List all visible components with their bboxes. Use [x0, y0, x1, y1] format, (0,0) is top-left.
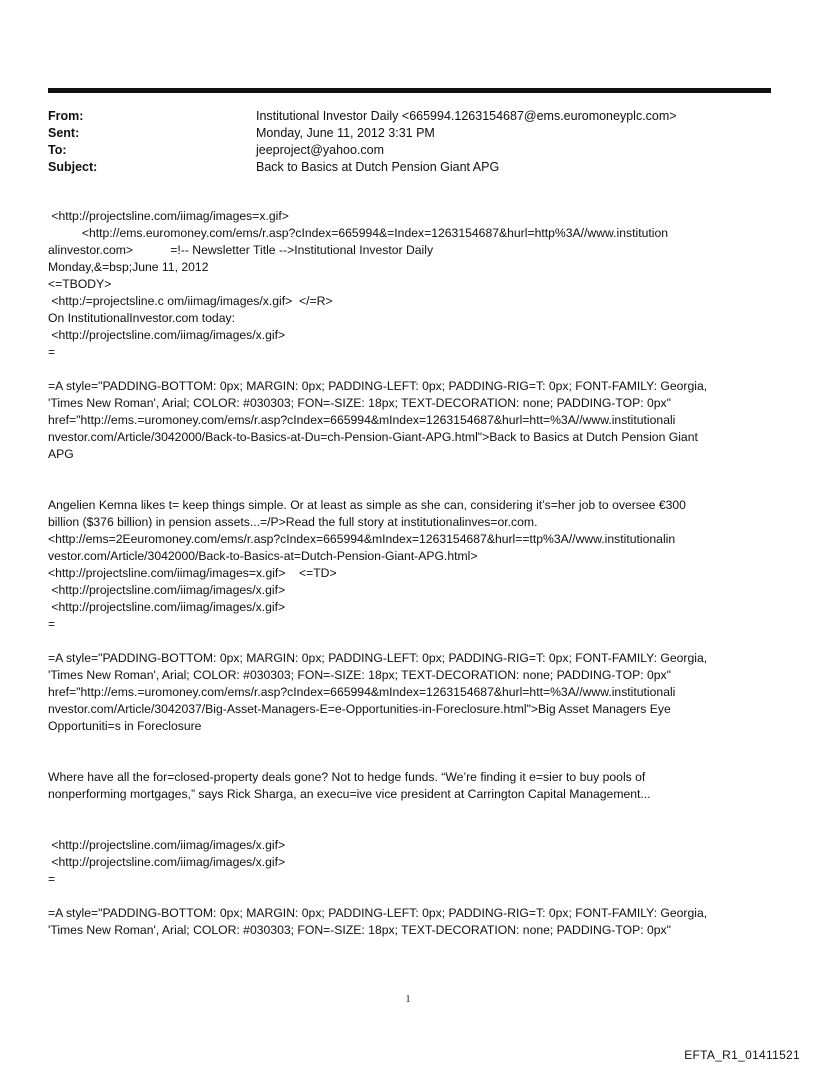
body-line: nvestor.com/Article/3042000/Back-to-Basics-at-Du=ch-Pension-Giant-APG.html">Back to Basics at Dutch Pension Giant — [48, 430, 698, 444]
body-line: 'Times New Roman', Arial; COLOR: #030303; FON=-SIZE: 18px; TEXT-DECORATION: none; PADDING-TOP: 0px" — [48, 668, 671, 682]
email-header — [48, 108, 778, 176]
body-line: <http://projectsline.com/iimag/images/x.gif> — [48, 600, 286, 614]
body-line: = — [48, 617, 56, 631]
body-line: 'Times New Roman', Arial; COLOR: #030303; FON=-SIZE: 18px; TEXT-DECORATION: none; PADDING-TOP: 0px" — [48, 396, 671, 410]
body-line: <http://ems.euromoney.com/ems/r.asp?cIndex=665994&=Index=1263154687&hurl=http%3A//www.institution — [48, 226, 669, 240]
blank-line — [48, 463, 772, 497]
body-line: APG — [48, 447, 74, 461]
subject-value: Back to Basics at Dutch Pension Giant APG — [256, 160, 500, 174]
sent-label: Sent: — [48, 126, 80, 140]
blank-line — [48, 361, 772, 378]
sent-row — [48, 125, 778, 142]
body-line: billion ($376 billion) in pension assets...=/P>Read the full story at institutionalinves=or.com. — [48, 515, 538, 529]
body-line: = — [48, 872, 56, 886]
email-body — [48, 208, 772, 939]
blank-line — [48, 888, 772, 905]
blank-line — [48, 633, 772, 650]
sent-value: Monday, June 11, 2012 3:31 PM — [256, 126, 435, 140]
body-line: <http://projectsline.com/iimag/images/x.gif> — [48, 583, 286, 597]
to-row — [48, 142, 778, 159]
body-line: alinvestor.com> =!-- Newsletter Title -->Institutional Investor Daily — [48, 243, 434, 257]
blank-line — [48, 803, 772, 837]
body-line: Monday,&=bsp;June 11, 2012 — [48, 260, 209, 274]
body-line: href="http://ems.=uromoney.com/ems/r.asp?cIndex=665994&mIndex=1263154687&hurl=htt=%3A//www.institutionali — [48, 685, 676, 699]
header-rule — [48, 88, 771, 93]
body-line: =A style="PADDING-BOTTOM: 0px; MARGIN: 0px; PADDING-LEFT: 0px; PADDING-RIG=T: 0px; FONT-FAMILY: Georgia, — [48, 906, 708, 920]
from-label: From: — [48, 109, 84, 123]
body-line: On InstitutionalInvestor.com today: — [48, 311, 235, 325]
body-line: nonperforming mortgages,” says Rick Sharga, an execu=ive vice president at Carrington Capital Management... — [48, 787, 651, 801]
body-line: =A style="PADDING-BOTTOM: 0px; MARGIN: 0px; PADDING-LEFT: 0px; PADDING-RIG=T: 0px; FONT-FAMILY: Georgia, — [48, 651, 708, 665]
body-line: 'Times New Roman', Arial; COLOR: #030303; FON=-SIZE: 18px; TEXT-DECORATION: none; PADDING-TOP: 0px" — [48, 923, 671, 937]
subject-label: Subject: — [48, 160, 98, 174]
body-line: Angelien Kemna likes t= keep things simple. Or at least as simple as she can, considering it’s=her job to oversee €300 — [48, 498, 686, 512]
body-line: vestor.com/Article/3042000/Back-to-Basics-at=Dutch-Pension-Giant-APG.html> — [48, 549, 478, 563]
blank-line — [48, 735, 772, 769]
body-line: Opportuniti=s in Foreclosure — [48, 719, 202, 733]
body-line: <http://projectsline.com/iimag/images=x.gif> — [48, 209, 289, 223]
from-value: Institutional Investor Daily <665994.1263154687@ems.euromoneyplc.com> — [256, 109, 677, 123]
body-line: <http:/=projectsline.c om/iimag/images/x.gif> </=R> — [48, 294, 333, 308]
from-row — [48, 108, 778, 125]
body-line: <http://projectsline.com/iimag/images/x.gif> — [48, 855, 286, 869]
body-line: <http://ems=2Eeuromoney.com/ems/r.asp?cIndex=665994&mIndex=1263154687&hurl==ttp%3A//www.institutionalin — [48, 532, 676, 546]
body-line: <http://projectsline.com/iimag/images=x.gif> <=TD> — [48, 566, 337, 580]
body-line: href="http://ems.=uromoney.com/ems/r.asp?cIndex=665994&mIndex=1263154687&hurl=htt=%3A//www.institutionali — [48, 413, 676, 427]
body-line: = — [48, 345, 56, 359]
to-value: jeeproject@yahoo.com — [256, 143, 385, 157]
document-id: EFTA_R1_01411521 — [684, 1048, 800, 1062]
body-line: <http://projectsline.com/iimag/images/x.gif> — [48, 838, 286, 852]
to-label: To: — [48, 143, 67, 157]
body-line: nvestor.com/Article/3042037/Big-Asset-Managers-E=e-Opportunities-in-Foreclosure.html">Big Asset Managers Eye — [48, 702, 671, 716]
body-line: <http://projectsline.com/iimag/images/x.gif> — [48, 328, 286, 342]
body-line: <=TBODY> — [48, 277, 112, 291]
body-line: =A style="PADDING-BOTTOM: 0px; MARGIN: 0px; PADDING-LEFT: 0px; PADDING-RIG=T: 0px; FONT-FAMILY: Georgia, — [48, 379, 708, 393]
subject-row — [48, 159, 778, 176]
page-number: 1 — [405, 994, 411, 1005]
body-line: Where have all the for=closed-property deals gone? Not to hedge funds. “We’re finding it e=sier to buy pools of — [48, 770, 646, 784]
